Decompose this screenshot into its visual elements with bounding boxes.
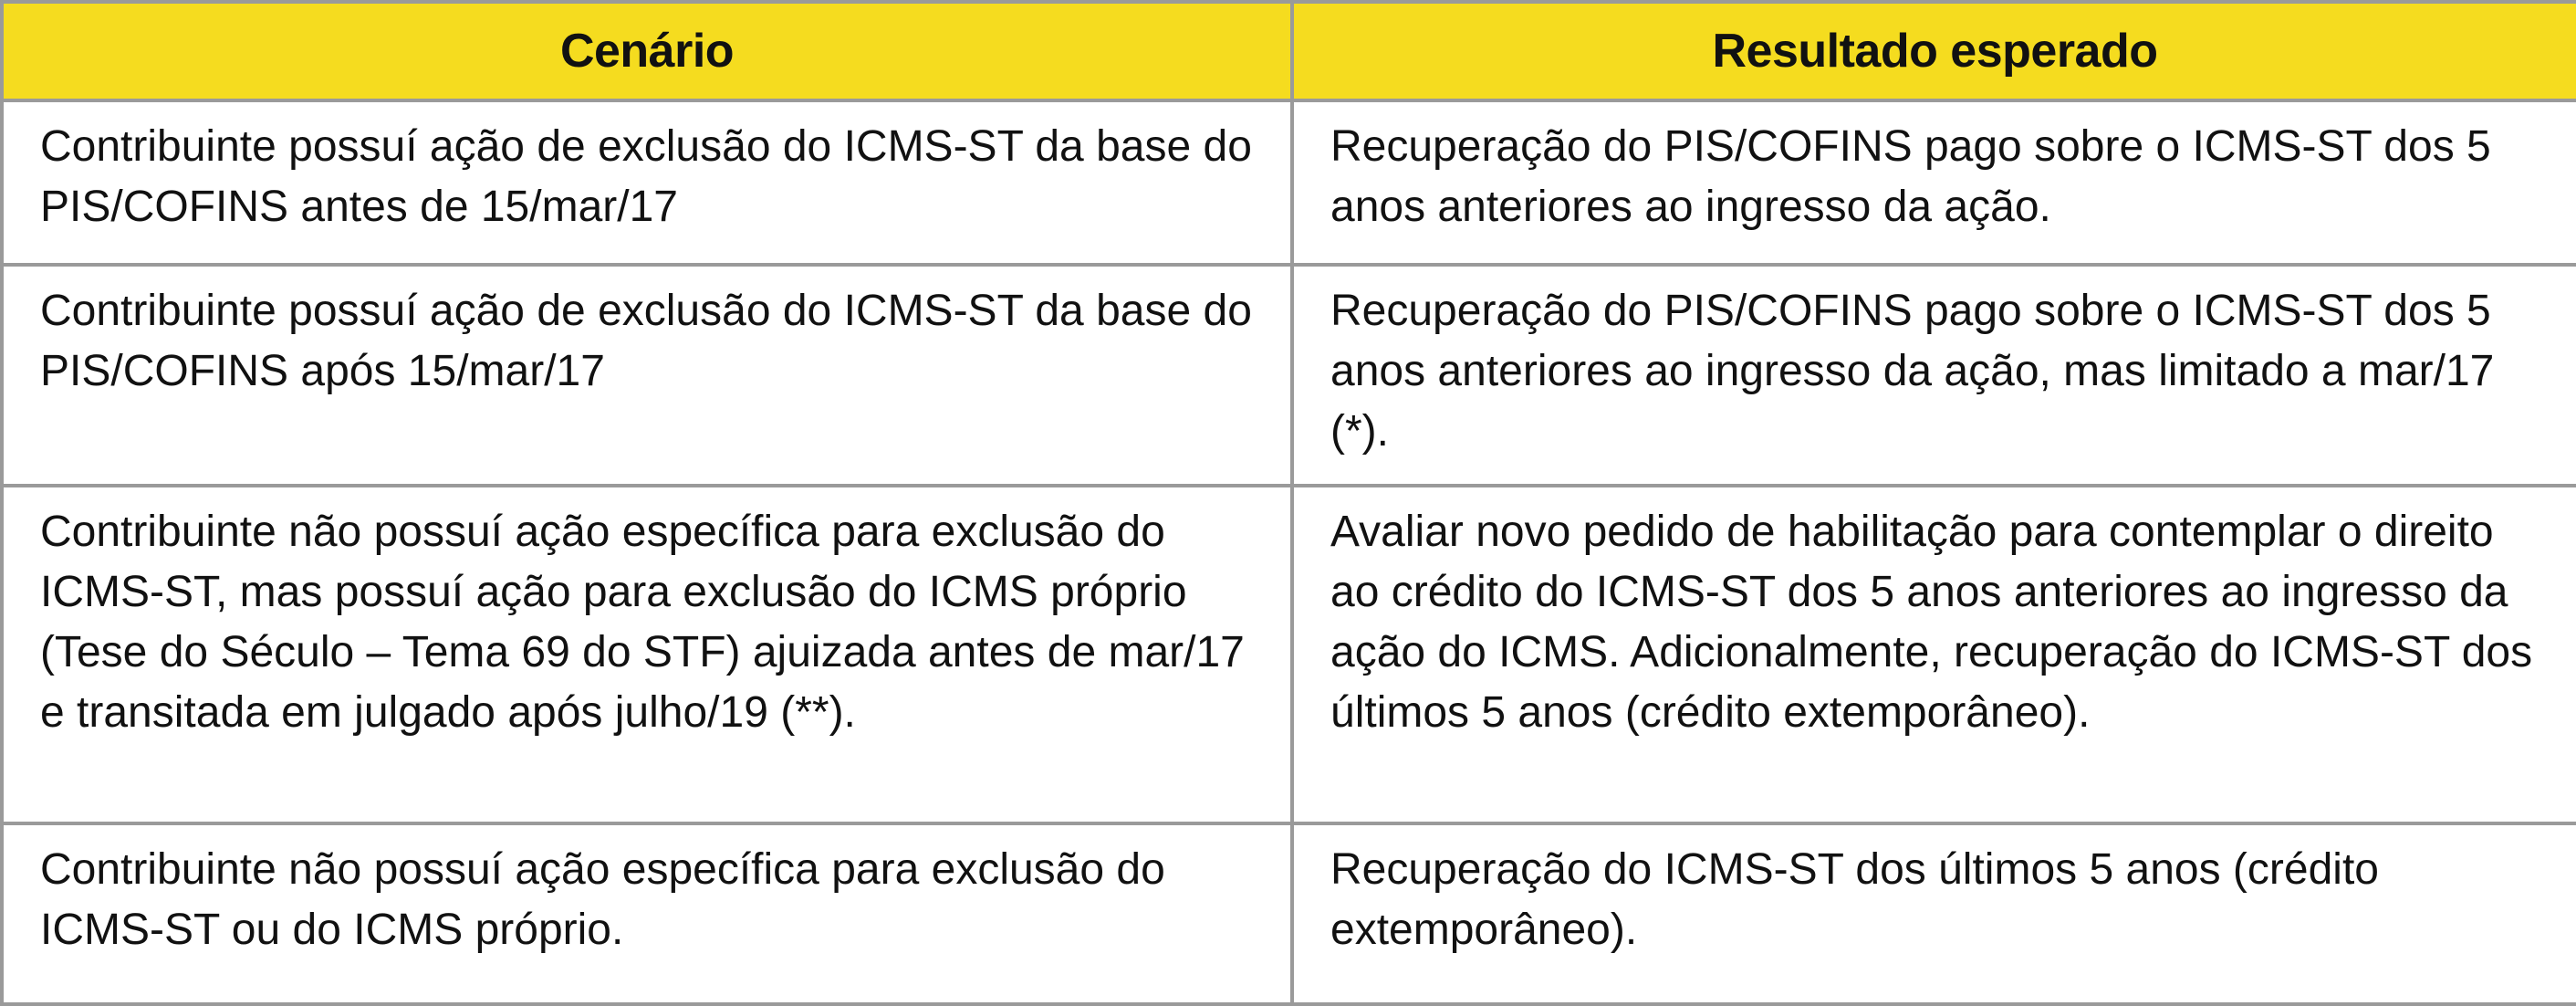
table-row: [2, 823, 2576, 1004]
scenario-cell: Contribuinte possuí ação de exclusão do ICMS-ST da base do PIS/COFINS após 15/mar/17: [2, 265, 1292, 486]
result-cell: Avaliar novo pedido de habilitação para contemplar o direito ao crédito do ICMS-ST dos 5 anos anteriores ao ingresso da ação do ICMS. Adicionalmente, recuperação do ICMS-ST dos últimos 5 anos (crédito extemporâneo).: [1292, 486, 2576, 823]
scenario-cell: Contribuinte possuí ação de exclusão do ICMS-ST da base do PIS/COFINS antes de 15/mar/17: [2, 100, 1292, 265]
table-header-row: [2, 2, 2576, 100]
table-row: [2, 100, 2576, 265]
result-cell: Recuperação do ICMS-ST dos últimos 5 anos (crédito extemporâneo).: [1292, 823, 2576, 1004]
column-header-result: Resultado esperado: [1292, 2, 2576, 100]
scenario-cell: Contribuinte não possuí ação específica para exclusão do ICMS-ST ou do ICMS próprio.: [2, 823, 1292, 1004]
result-cell: Recuperação do PIS/COFINS pago sobre o ICMS-ST dos 5 anos anteriores ao ingresso da ação.: [1292, 100, 2576, 265]
scenario-cell: Contribuinte não possuí ação específica para exclusão do ICMS-ST, mas possuí ação para exclusão do ICMS próprio (Tese do Século – Tema 69 do STF) ajuizada antes de mar/17 e transitada em julgado após julho/19 (**).: [2, 486, 1292, 823]
table-row: [2, 486, 2576, 823]
table-row: [2, 265, 2576, 486]
result-cell: Recuperação do PIS/COFINS pago sobre o ICMS-ST dos 5 anos anteriores ao ingresso da ação, mas limitado a mar/17 (*).: [1292, 265, 2576, 486]
column-header-scenario: Cenário: [2, 2, 1292, 100]
